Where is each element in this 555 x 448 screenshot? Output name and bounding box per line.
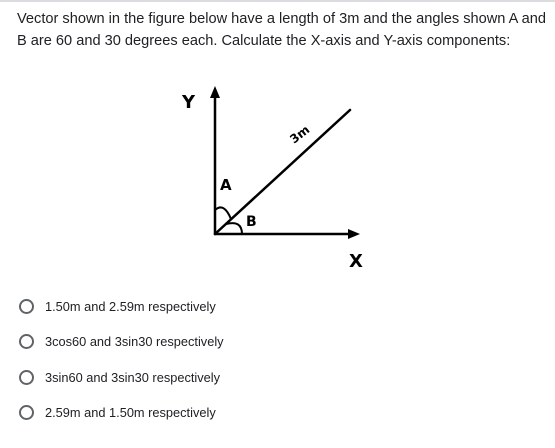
answer-option-2[interactable]: [17, 330, 224, 354]
answer-option-label: 3sin60 and 3sin30 respectively: [45, 369, 221, 385]
x-axis-label: X: [349, 251, 363, 272]
y-axis-arrowhead: [210, 86, 220, 98]
radio-button[interactable]: [19, 334, 34, 349]
vector-diagram: [170, 82, 410, 272]
y-axis-label: Y: [182, 92, 196, 113]
answer-option-label: 2.59m and 1.50m respectively: [45, 405, 216, 420]
radio-button[interactable]: [19, 405, 34, 420]
angle-a-arc: [215, 207, 231, 219]
radio-button[interactable]: [19, 370, 34, 385]
angle-a-label: A: [220, 176, 232, 194]
answer-option-1[interactable]: [17, 294, 224, 318]
vector-line: [215, 110, 350, 234]
question-text: Vector shown in the figure below have a length of 3m and the angles shown A and B are 60 and 30 degrees each. Calculate the X-axis and Y-axis components:: [17, 11, 546, 49]
x-axis-arrowhead: [348, 229, 360, 239]
answer-option-label: 1.50m and 2.59m respectively: [45, 298, 216, 314]
angle-b-arc: [226, 223, 242, 234]
vector-length-label: 3m: [287, 122, 313, 147]
answer-options: [17, 294, 224, 436]
angle-b-label: B: [246, 214, 257, 230]
radio-button[interactable]: [19, 299, 34, 314]
answer-option-3[interactable]: [17, 365, 224, 389]
answer-option-4[interactable]: [17, 401, 224, 425]
answer-option-label: 3cos60 and 3sin30 respectively: [45, 334, 224, 349]
vector-figure: [170, 82, 410, 272]
top-divider: [0, 0, 555, 2]
